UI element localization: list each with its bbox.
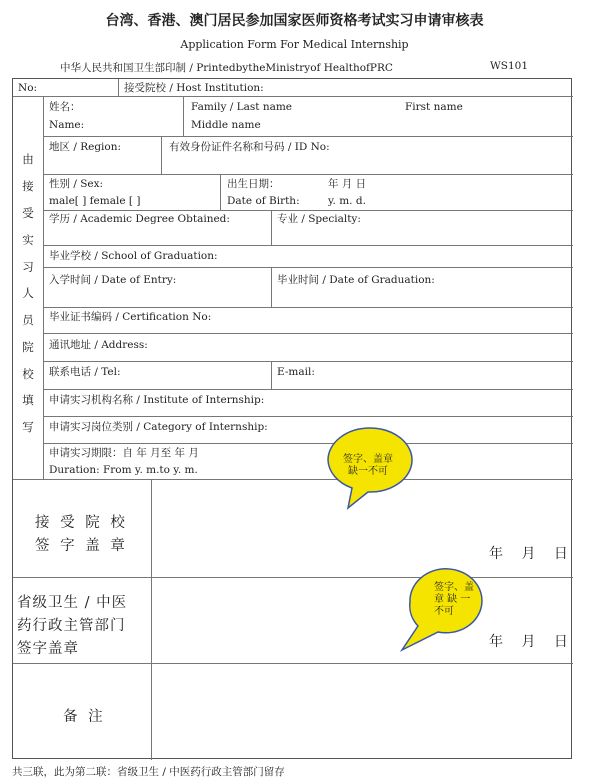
provincial-label-3: 签字盖章 [17, 641, 79, 657]
col-divider [271, 267, 272, 307]
callout-line: 缺一不可 [348, 466, 388, 477]
side-label-char: 员 [22, 313, 34, 327]
side-label-char: 接 [22, 179, 34, 193]
id-no-label: 有效身份证件名称和号码 / ID No: [169, 141, 330, 153]
middle-name-label: Middle name [191, 119, 261, 131]
callout-bubble-host [310, 420, 430, 510]
period-en-label: Duration: From y. m.to y. m. [49, 464, 198, 476]
col-divider [271, 361, 272, 389]
sex-label: 性别 / Sex: [49, 178, 104, 190]
provincial-label-2: 药行政主管部门 [17, 618, 126, 634]
callout-text [328, 454, 408, 478]
callout-bubble-provincial [400, 566, 490, 656]
section-divider [13, 479, 573, 480]
host-institution-label: 接受院校 / Host Institution: [124, 82, 264, 94]
row-divider [43, 136, 573, 137]
host-sign-label-2: 签 字 盖 章 [35, 538, 128, 554]
family-name-label: Family / Last name [191, 101, 293, 113]
form-code: WS101 [490, 60, 529, 72]
form-subtitle: Application Form For Medical Internship [180, 38, 409, 51]
address-label: 通讯地址 / Address: [49, 339, 148, 351]
host-sign-label-1: 接 受 院 校 [35, 515, 128, 531]
callout-text [434, 582, 482, 618]
tel-label: 联系电话 / Tel: [49, 366, 121, 378]
footer-note: 共三联，此为第二联：省级卫生 / 中医药行政主管部门留存 [12, 766, 285, 778]
first-name-label: First name [405, 101, 463, 113]
graduation-date-label: 毕业时间 / Date of Graduation: [277, 274, 435, 286]
host-sign-date: 年 月 日 [489, 546, 568, 562]
col-divider [161, 136, 162, 174]
row-divider [43, 443, 573, 444]
email-label: E-mail: [277, 366, 315, 378]
specialty-label: 专业 / Specialty: [277, 213, 361, 225]
school-label: 毕业学校 / School of Graduation: [49, 250, 218, 262]
side-label-char: 校 [22, 367, 34, 381]
side-label-char: 院 [22, 340, 34, 354]
row-divider [43, 416, 573, 417]
region-label: 地区 / Region: [49, 141, 122, 153]
callout-line: 签字、盖章 [343, 454, 393, 465]
dob-en-label: Date of Birth: [227, 195, 300, 207]
section-divider [13, 663, 573, 664]
degree-label: 学历 / Academic Degree Obtained: [49, 213, 230, 225]
remarks-label: 备 注 [63, 709, 106, 725]
side-label-char: 人 [22, 286, 34, 300]
col-divider [151, 479, 152, 760]
dob-ymd-en: y. m. d. [328, 195, 366, 207]
provincial-sign-date: 年 月 日 [489, 634, 568, 650]
name-cn-label: 姓名： [49, 101, 81, 113]
side-label-char: 由 [22, 152, 34, 166]
sex-options: male[ ] female [ ] [49, 195, 141, 207]
row-divider [13, 96, 573, 97]
col-divider [118, 79, 119, 96]
col-divider [271, 210, 272, 245]
col-divider [220, 174, 221, 210]
side-column-divider [43, 96, 44, 479]
period-cn-label: 申请实习期限：自 年 月至 年 月 [49, 447, 199, 459]
publisher-line: 中华人民共和国卫生部印制 / PrintedbytheMinistryof HealthofPRC [60, 62, 393, 74]
certification-label: 毕业证书编码 / Certification No: [49, 311, 212, 323]
row-divider [43, 245, 573, 246]
row-divider [43, 267, 573, 268]
callout-line: 签字、盖 [434, 582, 474, 593]
side-label-char: 写 [22, 420, 34, 434]
row-divider [43, 361, 573, 362]
application-form-table [12, 78, 572, 759]
name-en-label: Name: [49, 119, 85, 131]
row-divider [43, 174, 573, 175]
side-label-char: 填 [22, 393, 34, 407]
form-title: 台湾、香港、澳门居民参加国家医师资格考试实习申请审核表 [105, 13, 484, 29]
callout-line: 章 缺 一 [434, 594, 471, 605]
dob-cn-label: 出生日期： [227, 178, 280, 190]
callout-line: 不可 [434, 606, 454, 617]
side-label-char: 受 [22, 206, 34, 220]
no-label: No: [18, 82, 38, 94]
provincial-label-1: 省级卫生 / 中医 [17, 595, 128, 611]
institute-label: 申请实习机构名称 / Institute of Internship: [49, 394, 265, 406]
category-label: 申请实习岗位类别 / Category of Internship: [49, 421, 268, 433]
col-divider [183, 96, 184, 136]
row-divider [43, 307, 573, 308]
row-divider [43, 210, 573, 211]
entry-date-label: 入学时间 / Date of Entry: [49, 274, 177, 286]
side-label-char: 习 [22, 260, 34, 274]
row-divider [43, 389, 573, 390]
row-divider [43, 333, 573, 334]
side-label-char: 实 [22, 233, 34, 247]
dob-ymd-cn: 年 月 日 [328, 178, 367, 190]
